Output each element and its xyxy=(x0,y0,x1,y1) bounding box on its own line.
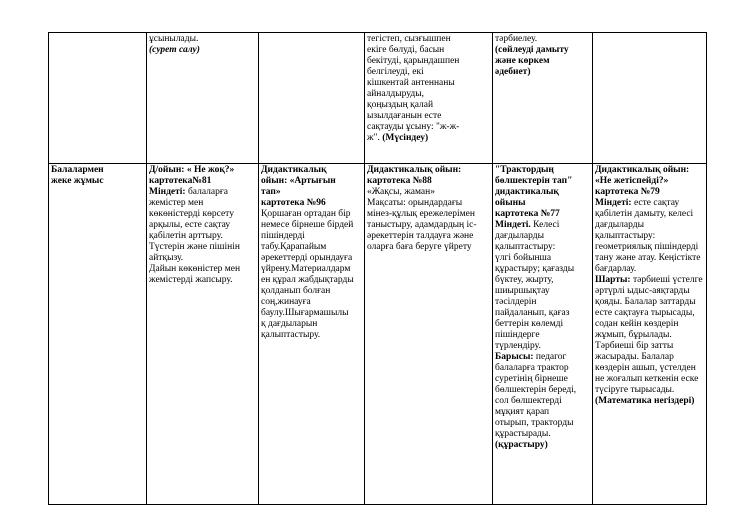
cell-line: сақтауды ұсыну: "ж-ж- xyxy=(367,122,460,132)
cell-line: әртүрлі ыдыс-аяқтарды xyxy=(595,286,690,296)
game-title-line: картотека№81 xyxy=(149,176,212,186)
game-title-line: Дидактикалық ойын: xyxy=(367,165,462,175)
cell-line: айналдыруды, xyxy=(367,89,425,99)
game-title-line: картотека №96 xyxy=(261,198,326,208)
cell-line: бекітуді, қарындашпен xyxy=(367,56,460,66)
cell-line: мұқият қарап xyxy=(495,407,550,417)
cell-line: жұмып, бұрылады. xyxy=(595,330,672,340)
course-label: Барысы: xyxy=(495,352,534,362)
cell-line-with-note xyxy=(367,133,490,144)
cell-line: мінез-құлық ережелерімен xyxy=(367,209,475,219)
activity-note-line: және көркем xyxy=(495,56,550,66)
row1-col4-cell xyxy=(365,33,493,164)
cell-line: тәсілдерін xyxy=(495,297,537,307)
cell-line: немесе бірнеше бірдей xyxy=(261,220,354,230)
cell-line: қ дағдыларын xyxy=(261,319,318,329)
task-line xyxy=(595,198,704,209)
activity-note: (сурет салу) xyxy=(149,45,200,55)
game-title-line: дидактикалық xyxy=(495,187,559,197)
cell-line: көкөністерді көрсету xyxy=(149,209,234,219)
cell-text: тәрбиелеу. xyxy=(495,34,538,44)
cell-line: Түстерін және пішінін xyxy=(149,242,240,252)
game-title-line: картотека №79 xyxy=(595,187,660,197)
cell-line: көздерін ашып, үстелден xyxy=(595,363,696,373)
cell-line: сол бөлшектерді xyxy=(495,396,562,406)
task-label: Міндеті: xyxy=(149,187,186,197)
cell-text: есте сақтау xyxy=(631,198,680,208)
cell-line: тегістеп, сызғышпен xyxy=(367,34,451,44)
table-row xyxy=(49,33,707,164)
cell-line: қоңыздың қалай xyxy=(367,100,434,110)
cell-line: отырып, тракторды xyxy=(495,418,574,428)
task-line xyxy=(149,187,256,198)
cell-line: қабілетін дамыту, келесі xyxy=(595,209,694,219)
game-title-line: картотека №77 xyxy=(495,209,560,219)
game-subtitle: «Жақсы, жаман» xyxy=(367,187,435,197)
activity-note: (Мүсіндеу) xyxy=(382,133,429,143)
cell-line: құрастырады. xyxy=(495,429,551,439)
row1-col2-cell xyxy=(147,33,259,164)
cell-line: Тәрбиеші бір затты xyxy=(595,341,674,351)
row2-col4-cell xyxy=(365,164,493,505)
cell-line: геометриялық пішіндерді xyxy=(595,242,699,252)
row1-col5-cell xyxy=(493,33,593,164)
game-title-line: ойын: «Артығын xyxy=(261,176,336,186)
cell-line: жасырады. Балалар xyxy=(595,352,674,362)
cell-line: әрекеттерін талдауға және xyxy=(367,231,474,241)
cell-line: айтқызу. xyxy=(149,253,184,263)
row2-col2-cell xyxy=(147,164,259,505)
cell-line: содан кейін көздерін xyxy=(595,319,679,329)
cell-line: Мақсаты: орындардағы xyxy=(367,198,463,208)
cell-line: жемістерді жапсыру. xyxy=(149,275,233,285)
cell-line: қалыптастыру: xyxy=(595,231,656,241)
task-line xyxy=(495,220,590,231)
cell-line: Дайын көкөністер мен xyxy=(149,264,241,274)
cell-line: белгілеуді, екі xyxy=(367,67,424,77)
cell-line: түрлендіру. xyxy=(495,341,541,351)
cell-line: Қоршаған ортадан бір xyxy=(261,209,351,219)
cell-text: тәрбиеші үстелге xyxy=(630,275,703,285)
course-line xyxy=(495,352,590,363)
cell-line: пішіндерге xyxy=(495,330,540,340)
cell-line: тану және атау. Кеңістікте xyxy=(595,253,701,263)
plan-table xyxy=(48,32,707,505)
cell-line: түсіруге тырысады. xyxy=(595,385,675,395)
cell-line: ен құрал жабдықтарды xyxy=(261,275,354,285)
task-label: Міндеті. xyxy=(495,220,531,230)
row2-col1-cell xyxy=(49,164,147,505)
cell-text: педагог xyxy=(533,352,567,362)
cell-text: ұсынылады. xyxy=(149,34,199,44)
activity-note-line: әдебиет) xyxy=(495,67,531,77)
cell-line: шиыршықтау xyxy=(495,286,550,296)
cell-line: есте сақтауға тырысады, xyxy=(595,308,695,318)
activity-note-line: (сөйлеуді дамыту xyxy=(495,45,569,55)
cell-text: Келесі xyxy=(530,220,560,230)
cell-line: жемістер мен xyxy=(149,198,204,208)
game-title-line: Дидактикалық xyxy=(261,165,327,175)
cell-line: баулу.Шығармашылы xyxy=(261,308,349,318)
cell-line: үйрену.Материалдарм xyxy=(261,264,351,274)
cell-line: кішкентай антеннаны xyxy=(367,78,455,88)
cell-line: қабілетін арттыру. xyxy=(149,231,223,241)
cell-line: балаларға трактор xyxy=(495,363,569,373)
cell-text: балаларға xyxy=(185,187,228,197)
cell-line: соң,жинауға xyxy=(261,297,311,307)
cell-line: құрастыру; қағазды xyxy=(495,264,575,274)
game-title-line: бөлшектерін тап" xyxy=(495,176,573,186)
cell-line: ж". xyxy=(367,133,380,143)
activity-note: (құрастыру) xyxy=(495,440,548,450)
row-heading-line: жеке жұмыс xyxy=(51,176,104,186)
cell-line: бүктеу, жырту, xyxy=(495,275,554,285)
cell-line: қолданып болған xyxy=(261,286,331,296)
game-title-line: тап» xyxy=(261,187,281,197)
cell-line: қалыптастыру: xyxy=(495,242,556,252)
cell-line: пішіндерді xyxy=(261,231,305,241)
cell-line: әрекеттерді орындауға xyxy=(261,253,353,263)
cell-line: суретінің бірнеше xyxy=(495,374,568,384)
activity-note: (Математика негіздері) xyxy=(595,396,695,406)
task-label: Міндеті: xyxy=(595,198,632,208)
row1-col3-cell xyxy=(259,33,365,164)
cell-line: бөлшектерін береді, xyxy=(495,385,577,395)
game-title-line: ойыны xyxy=(495,198,526,208)
game-title-line: «Не жетіспейді?» xyxy=(595,176,669,186)
row1-col6-cell xyxy=(593,33,707,164)
game-title-line: картотека №88 xyxy=(367,176,432,186)
cell-line: үлгі бойынша xyxy=(495,253,552,263)
row1-col1-cell xyxy=(49,33,147,164)
cell-line: қалыптастыру. xyxy=(261,330,321,340)
cell-line: таныстыру, адамдардың іс- xyxy=(367,220,477,230)
table-row xyxy=(49,164,707,505)
row2-col5-cell xyxy=(493,164,593,505)
game-title-line: Дидактикалық ойын: xyxy=(595,165,690,175)
cell-line: дағдыларды xyxy=(495,231,544,241)
cell-line: не жоғалып кеткенін еске xyxy=(595,374,699,384)
cell-line: ызылдағанын есте xyxy=(367,111,442,121)
cell-line: беттерін көлемді xyxy=(495,319,564,329)
condition-line xyxy=(595,275,704,286)
condition-label: Шарты: xyxy=(595,275,631,285)
cell-line: оларға баға беруге үйрету xyxy=(367,242,472,252)
cell-line: арқылы, есте сақтау xyxy=(149,220,231,230)
game-title-line: "Трактордың xyxy=(495,165,554,175)
game-title-line: Д/ойын: « Не жоқ?» xyxy=(149,165,235,175)
row2-col3-cell xyxy=(259,164,365,505)
row-heading-line: Балалармен xyxy=(51,165,104,175)
cell-line: дағдыларды xyxy=(595,220,644,230)
cell-line: пайдаланып, қағаз xyxy=(495,308,570,318)
cell-line: бағдарлау. xyxy=(595,264,637,274)
row2-col6-cell xyxy=(593,164,707,505)
cell-line: табу.Қарапайым xyxy=(261,242,327,252)
cell-line: екіге бөлуді, басын xyxy=(367,45,445,55)
cell-line: қояды. Балалар заттарды xyxy=(595,297,696,307)
